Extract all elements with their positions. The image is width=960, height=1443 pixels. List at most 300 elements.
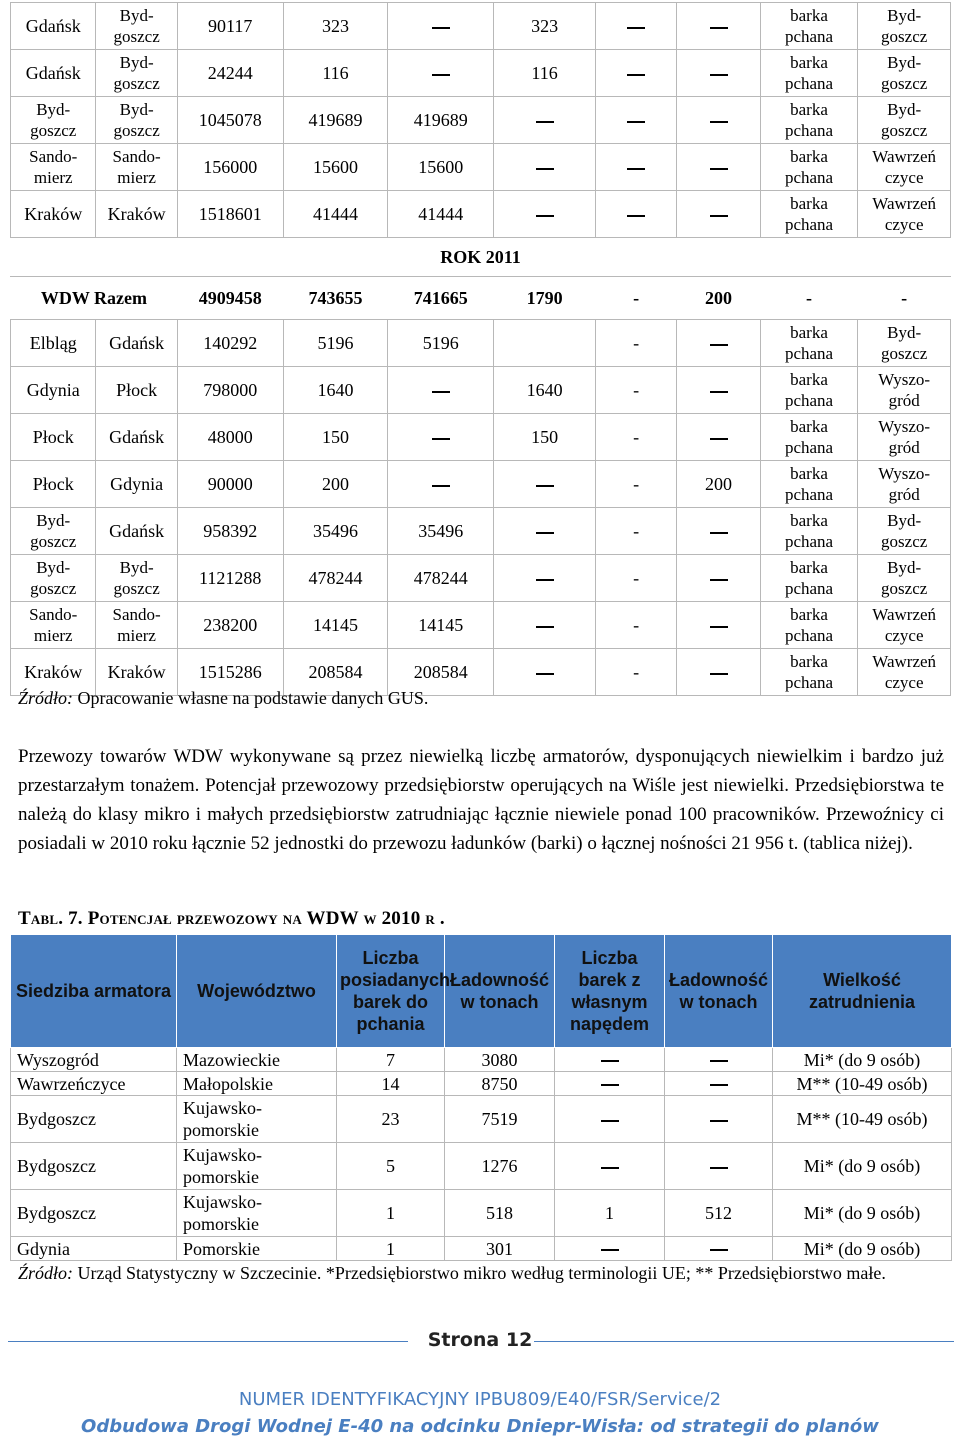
cell-text: -	[633, 662, 640, 682]
table-cell	[858, 602, 951, 649]
table-row	[11, 3, 951, 50]
cell-text: 200	[705, 474, 732, 494]
dash-mark	[432, 27, 450, 29]
table-cell	[760, 555, 858, 602]
table-cell	[595, 602, 676, 649]
table-row	[11, 97, 951, 144]
table-cell	[858, 508, 951, 555]
table-cell	[760, 649, 858, 696]
cell-text: Gdańsk	[25, 16, 81, 36]
wdw-total-cell	[388, 277, 494, 320]
table-cell	[177, 461, 283, 508]
table-cell	[96, 97, 177, 144]
dash-mark	[536, 168, 554, 170]
table-cell	[11, 1190, 177, 1237]
table-cell	[555, 1096, 665, 1143]
table-cell	[858, 414, 951, 461]
cell-text: Kraków	[24, 204, 83, 224]
table-cell	[555, 1072, 665, 1096]
cell-text: 958392	[203, 521, 258, 541]
table-cell	[858, 50, 951, 97]
cell-text: 150	[322, 427, 350, 447]
table-cell	[177, 1190, 337, 1237]
cell-text: barka pchana	[784, 53, 834, 93]
cell-text: 200	[322, 474, 350, 494]
wdw-total-cell	[283, 277, 388, 320]
table-row	[11, 1190, 952, 1237]
table-cell	[11, 367, 96, 414]
table-cell	[96, 320, 177, 367]
table-cell	[760, 602, 858, 649]
table-cell	[858, 649, 951, 696]
cell-text: Wawrzeń czyce	[872, 194, 937, 234]
table-cell	[494, 144, 596, 191]
dash-mark	[710, 532, 728, 534]
table-cell	[96, 414, 177, 461]
table-cell	[677, 414, 760, 461]
table-cell	[283, 97, 388, 144]
table-row	[11, 50, 951, 97]
cell-text: barka pchana	[784, 147, 834, 187]
cell-text: 7519	[481, 1109, 518, 1129]
cell-text: 1515286	[198, 662, 262, 682]
cell-text: Sando- mierz	[29, 147, 78, 187]
cell-text: 140292	[203, 333, 258, 353]
table-cell	[11, 144, 96, 191]
table-cell	[494, 50, 596, 97]
table-cell	[760, 461, 858, 508]
dash-mark	[601, 1060, 619, 1062]
cell-text: 1	[605, 1203, 614, 1223]
table-cell	[177, 191, 283, 238]
table-cell	[283, 367, 388, 414]
table-cell	[11, 508, 96, 555]
table-cell	[760, 144, 858, 191]
table-cell	[760, 414, 858, 461]
table-cell	[96, 3, 177, 50]
table7-header-cell: Ładowność w tonach	[665, 935, 773, 1048]
dash-mark	[710, 344, 728, 346]
cell-text: Gdańsk	[25, 63, 81, 83]
table-cell	[555, 1048, 665, 1072]
table-cell	[11, 1237, 177, 1261]
cell-text: 1790	[526, 288, 563, 308]
table-cell	[388, 144, 494, 191]
table-cell	[11, 97, 96, 144]
cell-text: 116	[531, 63, 558, 83]
cell-text: barka pchana	[784, 417, 834, 457]
table-cell	[445, 1048, 555, 1072]
table-cell	[494, 414, 596, 461]
table-cell	[337, 1096, 445, 1143]
cell-text: 798000	[203, 380, 258, 400]
cell-text: Bydgoszcz	[17, 1156, 96, 1176]
table-cell	[494, 555, 596, 602]
cell-text: 14145	[313, 615, 359, 635]
table-cell	[177, 555, 283, 602]
table-cell	[595, 555, 676, 602]
body-paragraph: Przewozy towarów WDW wykonywane są przez niewielką liczbę armatorów, dysponujących niewielkim i bardzo już przestarzałym tonażem. Potencjał przewozowy przedsiębiorstw operujących na Wiśle jest niewielki. Przedsiębiorstwa te należą do klasy mikro i małych przedsiębiorstw zatrudniając łącznie niewiele ponad 100 pracowników. Przewoźnicy ci posiadali w 2010 roku łącznie 52 jednostki do przewozu ładunków (barki) o łącznej nośności 21 956 t. (tablica niżej).	[18, 746, 944, 854]
table-cell	[96, 191, 177, 238]
table-cell	[445, 1143, 555, 1190]
table-cell	[858, 144, 951, 191]
cell-text: 150	[531, 427, 559, 447]
table-row	[11, 1048, 952, 1072]
dash-mark	[710, 1167, 728, 1169]
cell-text: Wawrzeń czyce	[872, 605, 937, 645]
dash-mark	[432, 74, 450, 76]
cell-text: 35496	[313, 521, 359, 541]
cell-text: Byd- goszcz	[113, 100, 160, 140]
cell-text: Kujawsko-pomorskie	[183, 1192, 262, 1234]
table-cell	[177, 1143, 337, 1190]
table-cell	[665, 1143, 773, 1190]
table-cell	[283, 320, 388, 367]
table-cell	[177, 1072, 337, 1096]
table-cell	[595, 367, 676, 414]
dash-mark	[536, 626, 554, 628]
cell-text: Byd- goszcz	[881, 100, 928, 140]
table-cell	[494, 649, 596, 696]
table-cell	[494, 97, 596, 144]
table-cell	[494, 367, 596, 414]
dash-mark	[710, 215, 728, 217]
table-cell	[665, 1096, 773, 1143]
table-row	[11, 320, 951, 367]
cell-text: 1	[386, 1238, 395, 1259]
cell-text: Gdańsk	[109, 333, 165, 353]
cell-text: barka pchana	[784, 370, 834, 410]
dash-mark	[536, 673, 554, 675]
cell-text: -	[633, 333, 640, 353]
cell-text: Gdynia	[17, 1238, 70, 1259]
table-cell	[760, 97, 858, 144]
cell-text: 323	[531, 16, 559, 36]
table-cell	[677, 555, 760, 602]
cell-text: Byd- goszcz	[113, 6, 160, 46]
table-cell	[177, 320, 283, 367]
footer-project: Odbudowa Drogi Wodnej E-40 na odcinku Dniepr-Wisła: od strategii do planów	[81, 1416, 879, 1437]
cell-text: Elbląg	[29, 333, 77, 353]
table-cell	[858, 367, 951, 414]
table-cell	[388, 320, 494, 367]
cell-text: Kujawsko-pomorskie	[183, 1098, 262, 1140]
cell-text: -	[633, 288, 640, 308]
table-cell	[177, 144, 283, 191]
table7-header-cell: Liczba posiadanych barek do pchania	[337, 935, 445, 1048]
table-cell	[177, 3, 283, 50]
cell-text: Płock	[32, 427, 74, 447]
cell-text: 301	[486, 1238, 513, 1259]
table-cell	[96, 555, 177, 602]
cell-text: Gdynia	[110, 474, 164, 494]
table-cell	[677, 602, 760, 649]
table-cell	[11, 602, 96, 649]
cell-text: 15600	[313, 157, 359, 177]
table-cell	[283, 191, 388, 238]
table-cell	[773, 1072, 952, 1096]
table-cell	[595, 414, 676, 461]
cell-text: 1640	[317, 380, 354, 400]
table-row	[11, 1143, 952, 1190]
table7-header-cell: Siedziba armatora	[11, 935, 177, 1048]
cell-text: -	[633, 521, 640, 541]
cell-text: Byd- goszcz	[881, 558, 928, 598]
cell-text: 1045078	[198, 110, 262, 130]
table-cell	[773, 1237, 952, 1261]
table7-header-cell: Liczba barek z własnym napędem	[555, 935, 665, 1048]
table-cell	[595, 320, 676, 367]
cell-text: -	[633, 380, 640, 400]
wdw-total-cell	[177, 277, 283, 320]
table-cell	[677, 97, 760, 144]
cell-text: 48000	[207, 427, 253, 447]
table-cell	[760, 320, 858, 367]
table-cell	[858, 320, 951, 367]
table-cell	[445, 1190, 555, 1237]
table-cell	[177, 97, 283, 144]
table-cell	[337, 1190, 445, 1237]
cell-text: 41444	[418, 204, 464, 224]
cell-text: 1	[386, 1203, 395, 1223]
table-cell	[760, 367, 858, 414]
table-row	[11, 1237, 952, 1261]
cell-text: 90117	[208, 16, 253, 36]
table-cell	[858, 191, 951, 238]
cell-text: M** (10-49 osób)	[796, 1073, 928, 1094]
cell-text: Mi* (do 9 osób)	[803, 1238, 921, 1259]
table-row	[11, 144, 951, 191]
table7-header-cell: Województwo	[177, 935, 337, 1048]
cell-text: 478244	[413, 568, 468, 588]
source-label: Źródło:	[18, 1263, 74, 1283]
table-cell	[858, 461, 951, 508]
table-cell	[555, 1237, 665, 1261]
table-cell	[773, 1048, 952, 1072]
cell-text: 419689	[413, 110, 468, 130]
source-text: Opracowanie własne na podstawie danych GUS.	[73, 688, 429, 708]
table-cell	[595, 144, 676, 191]
table-cell	[494, 320, 596, 367]
table-cell	[388, 555, 494, 602]
cell-text: 35496	[418, 521, 464, 541]
dash-mark	[710, 391, 728, 393]
cell-text: Sando- mierz	[112, 605, 161, 645]
table-cell	[388, 97, 494, 144]
table-row	[11, 602, 951, 649]
page-number: Strona 12	[427, 1329, 533, 1351]
table-cell	[555, 1143, 665, 1190]
cell-text: 14	[381, 1073, 400, 1094]
dash-mark	[536, 485, 554, 487]
dash-mark	[601, 1120, 619, 1122]
table-cell	[177, 508, 283, 555]
cell-text: barka pchana	[784, 558, 834, 598]
cell-text: -	[633, 615, 640, 635]
table-cell	[760, 191, 858, 238]
cell-text: 156000	[203, 157, 258, 177]
cell-text: WDW Razem	[40, 288, 147, 308]
table7-header-cell: Wielkość zatrudnienia	[773, 935, 952, 1048]
table-cell	[11, 1143, 177, 1190]
dash-mark	[432, 391, 450, 393]
year-label: ROK 2011	[440, 247, 521, 267]
table-cell	[677, 461, 760, 508]
table-cell	[283, 555, 388, 602]
wdw-total-cell	[858, 277, 951, 320]
wdw-total-row	[11, 277, 951, 320]
table-cell	[388, 50, 494, 97]
cell-text: -	[806, 288, 813, 308]
cell-text: 14145	[418, 615, 464, 635]
cell-text: 41444	[313, 204, 359, 224]
table-cell	[11, 3, 96, 50]
table-cell	[555, 1190, 665, 1237]
dash-mark	[710, 438, 728, 440]
table-cell	[595, 191, 676, 238]
cell-text: Mi* (do 9 osób)	[803, 1203, 921, 1223]
table-cell	[283, 414, 388, 461]
table-cell	[858, 97, 951, 144]
wdw-total-label	[11, 277, 178, 320]
cell-text: Byd- goszcz	[881, 6, 928, 46]
dash-mark	[536, 121, 554, 123]
cell-text: 741665	[413, 288, 468, 308]
table-cell	[388, 367, 494, 414]
cell-text: 208584	[413, 662, 468, 682]
table-cell	[677, 144, 760, 191]
table7-header-row	[11, 935, 952, 1048]
cell-text: 1518601	[198, 204, 262, 224]
cell-text: 323	[322, 16, 350, 36]
wdw-total-cell	[494, 277, 596, 320]
table-cell	[283, 50, 388, 97]
dash-mark	[710, 168, 728, 170]
cell-text: Gdańsk	[109, 521, 165, 541]
cell-text: 15600	[418, 157, 464, 177]
table-cell	[677, 367, 760, 414]
table-cell	[283, 144, 388, 191]
table-row	[11, 1072, 952, 1096]
cell-text: 238200	[203, 615, 258, 635]
table-cell	[445, 1237, 555, 1261]
cell-text: 8750	[481, 1073, 518, 1094]
cell-text: -	[633, 427, 640, 447]
dash-mark	[710, 27, 728, 29]
cell-text: 1121288	[199, 568, 262, 588]
table-cell	[677, 508, 760, 555]
table-cell	[177, 367, 283, 414]
table-cell	[337, 1072, 445, 1096]
table-cell	[595, 649, 676, 696]
table-cell	[11, 320, 96, 367]
dash-mark	[627, 168, 645, 170]
table-cell	[177, 1048, 337, 1072]
cell-text: Byd- goszcz	[881, 53, 928, 93]
cell-text: Wyszogród	[17, 1049, 99, 1070]
table-cell	[445, 1096, 555, 1143]
cell-text: barka pchana	[784, 100, 834, 140]
cell-text: 200	[705, 288, 732, 308]
table-cell	[595, 508, 676, 555]
dash-mark	[627, 27, 645, 29]
table-cell	[677, 191, 760, 238]
cell-text: 1640	[526, 380, 563, 400]
cell-text: Wawrzeńczyce	[17, 1073, 126, 1094]
table-cell	[177, 50, 283, 97]
table-cell	[665, 1048, 773, 1072]
cell-text: 5196	[317, 333, 354, 353]
year-row	[11, 238, 951, 277]
cell-text: Pomorskie	[183, 1238, 261, 1259]
cell-text: barka pchana	[784, 652, 834, 692]
table-cell	[773, 1143, 952, 1190]
dash-mark	[601, 1249, 619, 1251]
table-cell	[494, 191, 596, 238]
cell-text: Mi* (do 9 osób)	[803, 1049, 921, 1070]
table-rows-2010	[11, 3, 951, 238]
cell-text: barka pchana	[784, 605, 834, 645]
cell-text: Kujawsko-pomorskie	[183, 1145, 262, 1187]
table-cell	[283, 3, 388, 50]
source-text: Urząd Statystyczny w Szczecinie. *Przedsiębiorstwo mikro według terminologii UE; ** Przedsiębiorstwo małe.	[73, 1263, 886, 1283]
cell-text: Gdańsk	[109, 427, 165, 447]
cell-text: Małopolskie	[183, 1073, 273, 1094]
wdw-total-cell	[677, 277, 760, 320]
table7-header-cell: Ładowność w tonach	[445, 935, 555, 1048]
cell-text: Wyszo- gród	[878, 464, 931, 504]
table-row	[11, 508, 951, 555]
table-row	[11, 461, 951, 508]
table-cell	[595, 3, 676, 50]
table-cell	[494, 461, 596, 508]
cell-text: 419689	[308, 110, 363, 130]
cell-text: Byd- goszcz	[30, 100, 77, 140]
table-cell	[677, 3, 760, 50]
table-row	[11, 555, 951, 602]
table-cell	[388, 508, 494, 555]
table-cell	[760, 508, 858, 555]
source-label: Źródło:	[18, 688, 74, 708]
cell-text: -	[633, 474, 640, 494]
cell-text: 478244	[308, 568, 363, 588]
table-cell	[388, 3, 494, 50]
table-cell	[11, 50, 96, 97]
table-cell	[677, 649, 760, 696]
dash-mark	[627, 121, 645, 123]
wdw-total-cell	[760, 277, 858, 320]
footer-id: NUMER IDENTYFIKACYJNY IPBU809/E40/FSR/Service/2	[238, 1389, 722, 1410]
cell-text: barka pchana	[784, 323, 834, 363]
cell-text: 116	[322, 63, 349, 83]
cell-text: 3080	[481, 1049, 518, 1070]
cell-text: barka pchana	[784, 6, 834, 46]
table-cell	[665, 1190, 773, 1237]
cell-text: 5	[386, 1156, 395, 1176]
cell-text: Kraków	[107, 662, 166, 682]
dash-mark	[710, 74, 728, 76]
dash-mark	[536, 215, 554, 217]
cell-text: barka pchana	[784, 511, 834, 551]
dash-mark	[710, 579, 728, 581]
table-cell	[96, 367, 177, 414]
table-row	[11, 367, 951, 414]
table-cell	[283, 461, 388, 508]
cell-text: barka pchana	[784, 464, 834, 504]
cell-text: Byd- goszcz	[881, 511, 928, 551]
cell-text: Sando- mierz	[112, 147, 161, 187]
table7-body	[11, 1048, 952, 1261]
